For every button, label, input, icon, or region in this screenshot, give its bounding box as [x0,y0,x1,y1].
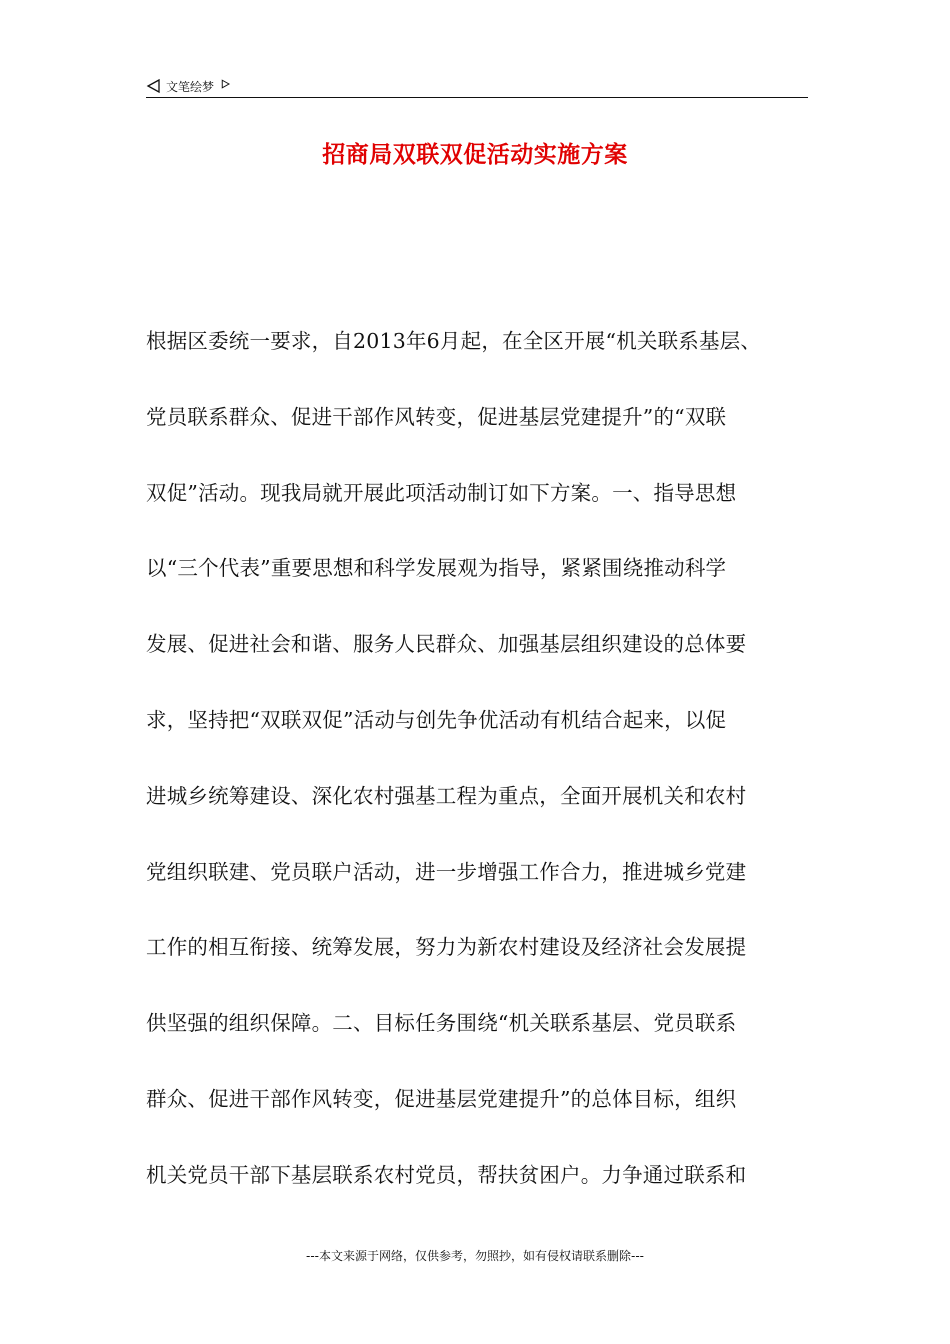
body-line: 进城乡统筹建设、深化农村强基工程为重点，全面开展机关和农村 [146,783,747,808]
body-line: 双促”活动。现我局就开展此项活动制订如下方案。一、指导思想 [146,480,737,505]
triangle-left-icon [146,78,162,94]
page-header [146,74,808,98]
page-footer: ---本文来源于网络，仅供参考，勿照抄，如有侵权请联系删除--- [306,1249,644,1263]
body-line: 党员联系群众、促进干部作风转变，促进基层党建提升”的“双联 [146,404,727,429]
body-line: 求，坚持把“双联双促”活动与创先争优活动有机结合起来，以促 [146,707,727,732]
body-line: 以“三个代表”重要思想和科学发展观为指导，紧紧围绕推动科学 [146,556,727,581]
body-line: 发展、促进社会和谐、服务人民群众、加强基层组织建设的总体要 [146,632,747,657]
body-line: 党组织联建、党员联户活动，进一步增强工作合力，推进城乡党建 [146,859,747,884]
body-line: 根据区委统一要求，自2013年6月起，在全区开展“机关联系基层、 [146,329,762,353]
body-line: 工作的相互衔接、统筹发展，努力为新农村建设及经济社会发展提 [146,935,747,960]
body-line: 群众、促进干部作风转变，促进基层党建提升”的总体目标，组织 [146,1086,737,1111]
document-body [146,321,811,1231]
header-divider [146,97,808,98]
body-line: 机关党员干部下基层联系农村党员，帮扶贫困户。力争通过联系和 [146,1162,747,1187]
document-title: 招商局双联双促活动实施方案 [322,141,628,168]
body-line: 供坚强的组织保障。二、目标任务围绕“机关联系基层、党员联系 [146,1011,737,1036]
triangle-right-icon [220,78,232,90]
brand-label: 文笔绘梦 [166,79,215,94]
